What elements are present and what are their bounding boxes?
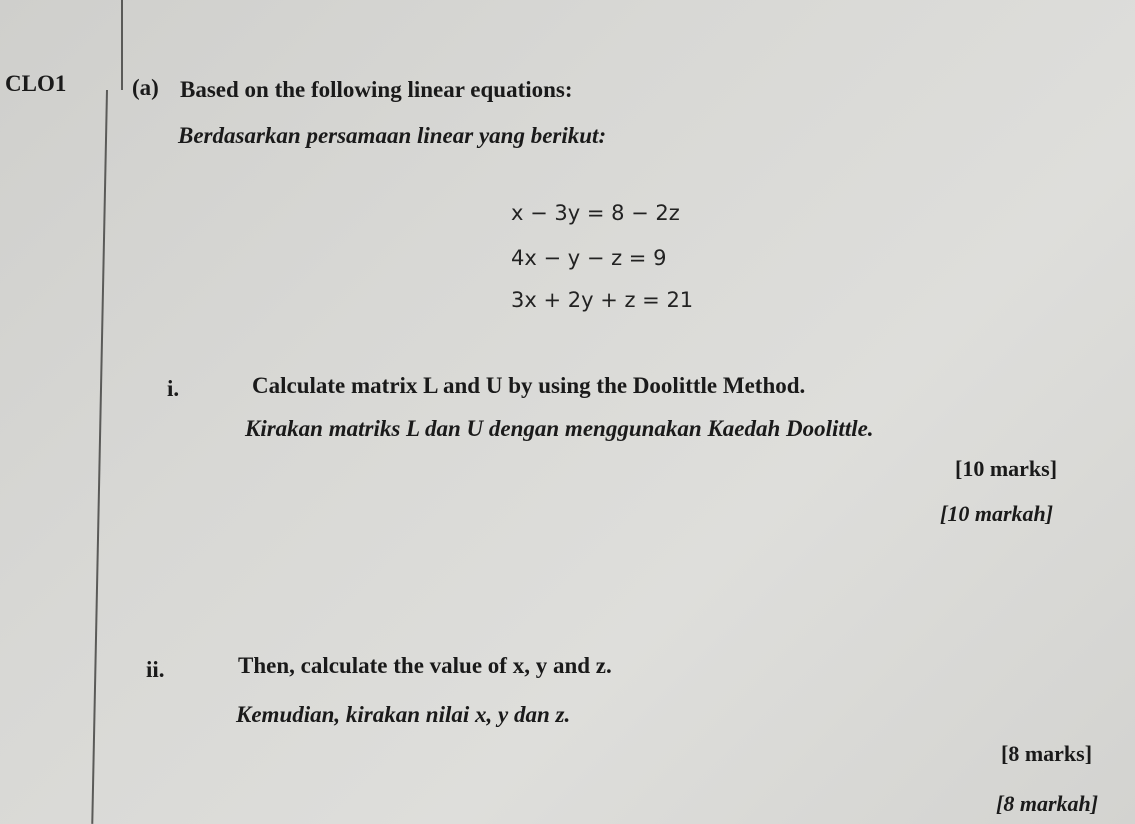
- sub-question-i-malay: Kirakan matriks L dan U dengan menggunakan Kaedah Doolittle.: [245, 416, 874, 441]
- intro-malay: Berdasarkan persamaan linear yang berikut:: [178, 123, 607, 148]
- sub-question-i-marks-english: [10 marks]: [955, 456, 1058, 481]
- sub-question-ii-number: ii.: [146, 657, 165, 682]
- equation-2: 4x − y − z = 9: [511, 246, 667, 270]
- margin-line-top: [121, 0, 123, 90]
- part-label: (a): [132, 75, 159, 100]
- sub-question-ii-marks-malay: [8 markah]: [996, 791, 1099, 816]
- sub-question-i-english: Calculate matrix L and U by using the Doolittle Method.: [252, 373, 806, 398]
- margin-line: [91, 90, 108, 824]
- clo-label: CLO1: [5, 71, 67, 96]
- sub-question-i-marks-malay: [10 markah]: [940, 501, 1054, 526]
- equation-3: 3x + 2y + z = 21: [511, 288, 694, 312]
- sub-question-ii-marks-english: [8 marks]: [1001, 741, 1093, 766]
- equation-1: x − 3y = 8 − 2z: [511, 201, 680, 225]
- sub-question-i-number: i.: [167, 376, 180, 401]
- intro-english: Based on the following linear equations:: [180, 77, 573, 102]
- sub-question-ii-malay: Kemudian, kirakan nilai x, y dan z.: [236, 702, 571, 727]
- sub-question-ii-english: Then, calculate the value of x, y and z.: [238, 653, 612, 678]
